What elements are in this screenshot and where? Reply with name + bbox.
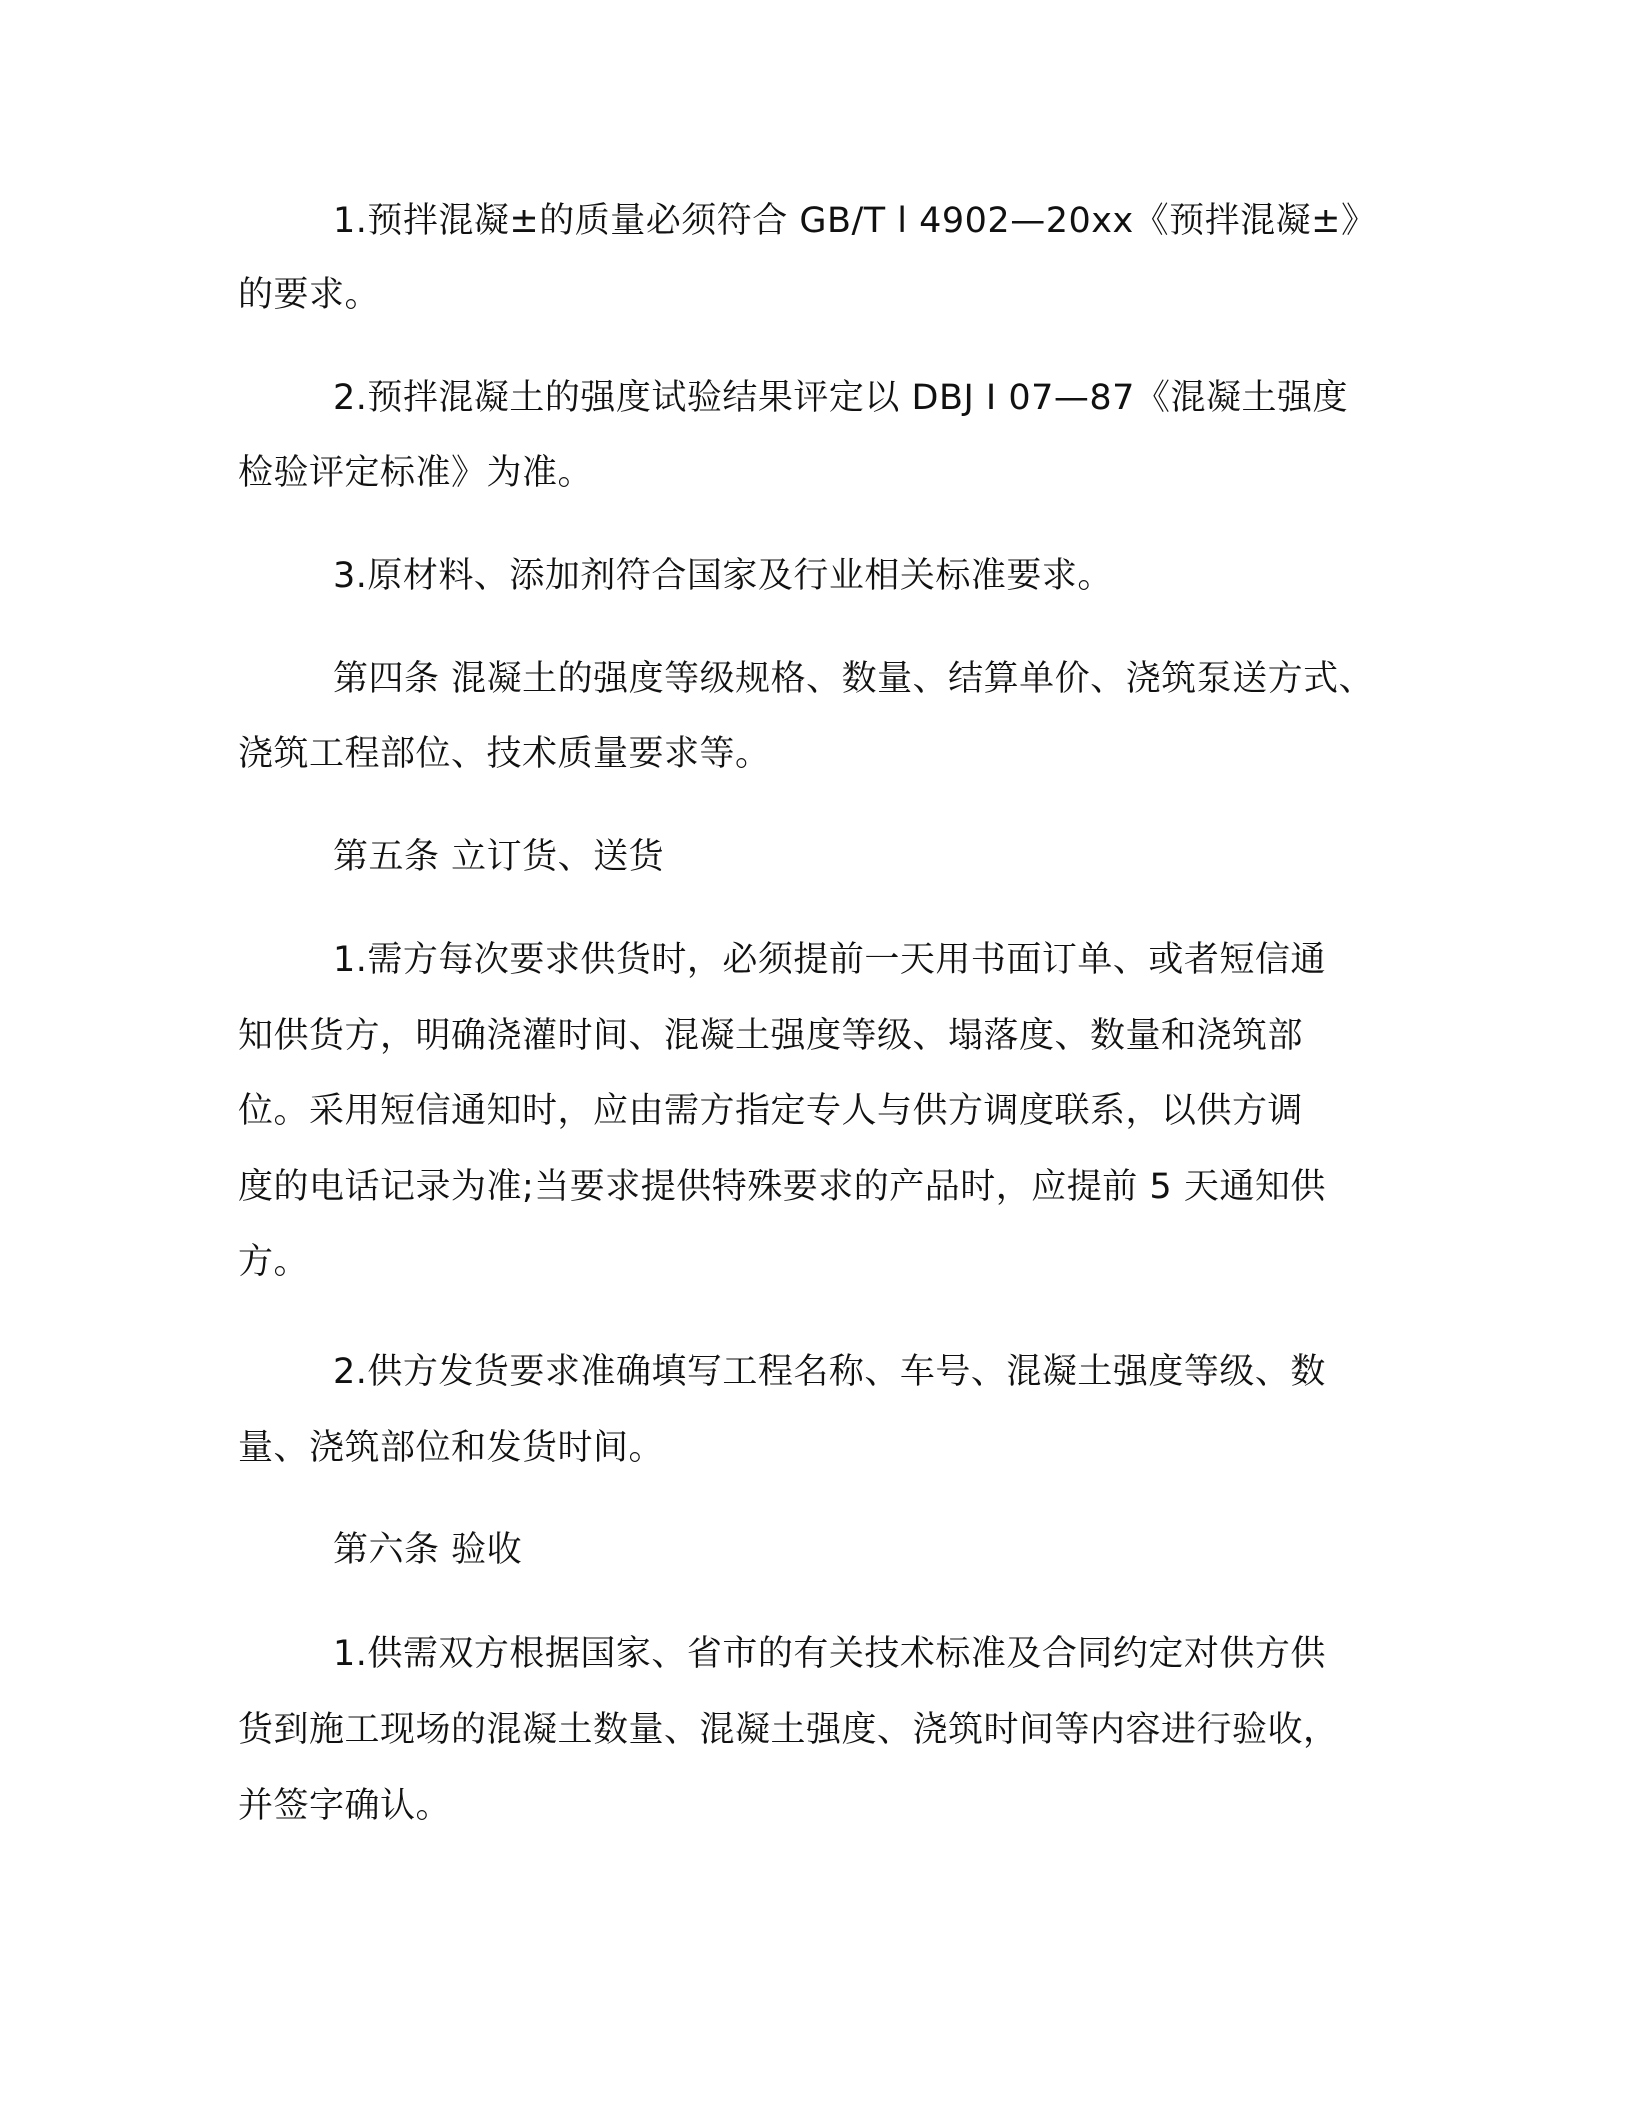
text-line: 并签字确认。: [238, 1786, 452, 1826]
article-heading: 第六条 验收: [333, 1530, 523, 1570]
article-heading: 第五条 立订货、送货: [333, 837, 665, 877]
text-line: 度的电话记录为准;当要求提供特殊要求的产品时，应提前 5 天通知供: [238, 1167, 1326, 1207]
text-line: 浇筑工程部位、技术质量要求等。: [238, 734, 771, 774]
text-line: 方。: [238, 1242, 310, 1282]
text-line: 货到施工现场的混凝土数量、混凝土强度、浇筑时间等内容进行验收，: [238, 1710, 1339, 1750]
text-line: 的要求。: [238, 275, 381, 315]
text-line: 知供货方，明确浇灌时间、混凝土强度等级、塌落度、数量和浇筑部: [238, 1016, 1304, 1056]
text-line: 3.原材料、添加剂符合国家及行业相关标准要求。: [333, 556, 1113, 596]
text-line: 1.预拌混凝±的质量必须符合 GB/T l 4902—20xx《预拌混凝±》: [333, 201, 1377, 241]
article-heading: 第四条 混凝土的强度等级规格、数量、结算单价、浇筑泵送方式、: [333, 659, 1375, 699]
text-line: 2.供方发货要求准确填写工程名称、车号、混凝土强度等级、数: [333, 1352, 1326, 1392]
text-line: 1.需方每次要求供货时，必须提前一天用书面订单、或者短信通: [333, 940, 1326, 980]
text-line: 检验评定标准》为准。: [238, 453, 594, 493]
text-line: 量、浇筑部位和发货时间。: [238, 1428, 665, 1468]
text-line: 位。采用短信通知时，应由需方指定专人与供方调度联系，以供方调: [238, 1091, 1304, 1131]
text-line: 2.预拌混凝土的强度试验结果评定以 DBJ I 07—87《混凝土强度: [333, 378, 1348, 418]
text-line: 1.供需双方根据国家、省市的有关技术标准及合同约定对供方供: [333, 1634, 1326, 1674]
